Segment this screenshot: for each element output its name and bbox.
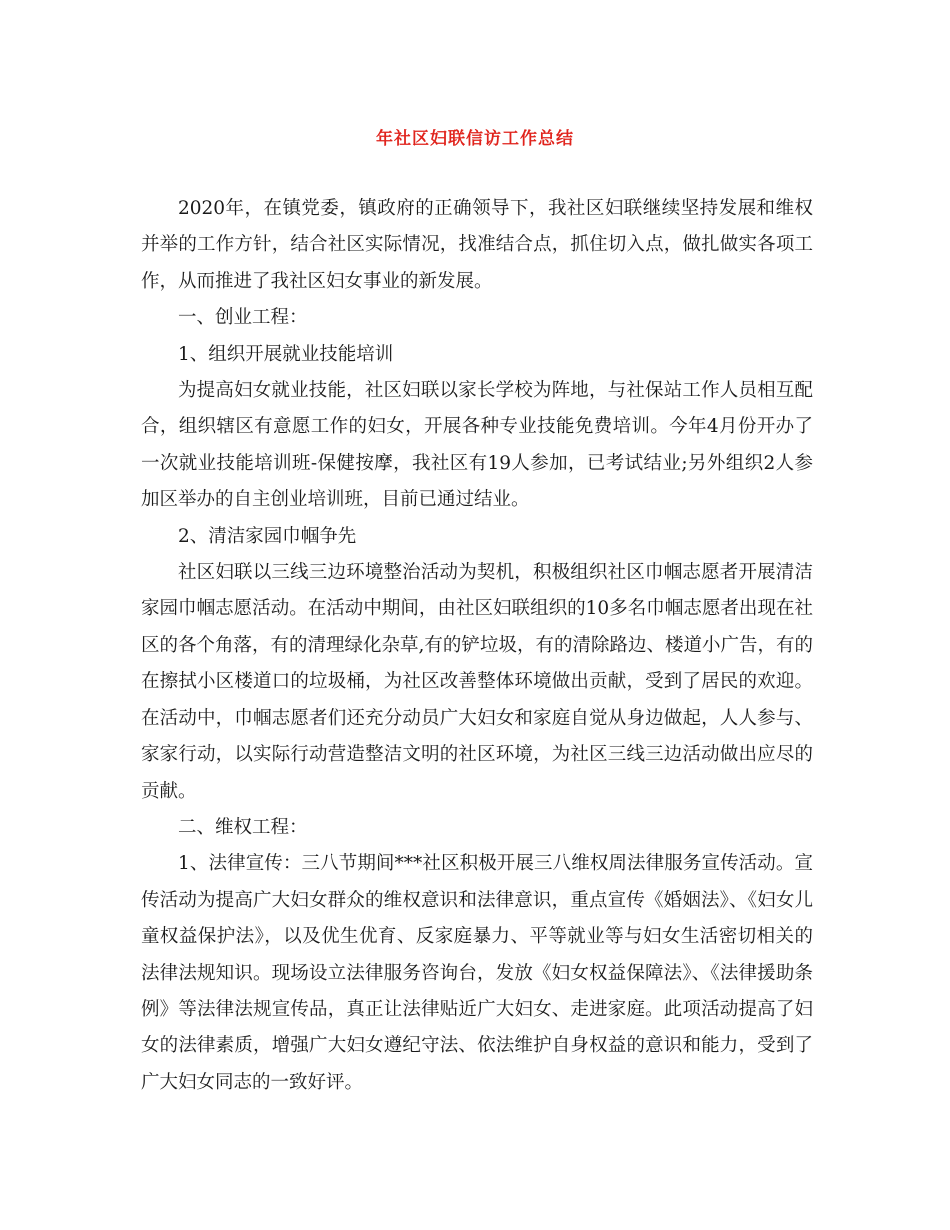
subheading-skills-training: 1、组织开展就业技能培训 — [178, 343, 394, 365]
paragraph-skills-training: 为提高妇女就业技能，社区妇联以家长学校为阵地，与社保站工作人员相互配合，组织辖区有意愿工作的妇女，开展各种专业技能免费培训。今年4月份开办了一次就业技能培训班-保健按摩，我社区有19人参加，已考试结业;另外组织2人参加区举办的自主创业培训班，目前已通过结业。 — [141, 380, 813, 511]
paragraph-legal-publicity: 1、法律宣传：三八节期间***社区积极开展三八维权周法律服务宣传活动。宣传活动为提高广大妇女群众的维权意识和法律意识，重点宣传《婚姻法》、《妇女儿童权益保护法》，以及优生优育、反家庭暴力、平等就业等与妇女生活密切相关的法律法规知识。现场设立法律服务咨询台，发放《妇女权益保障法》、《法律援助条例》等法律法规宣传品，真正让法律贴近广大妇女、走进家庭。此项活动提高了妇女的法律素质，增强广大妇女遵纪守法、依法维护自身权益的意识和能力，受到了广大妇女同志的一致好评。 — [141, 853, 813, 1093]
document-title: 年社区妇联信访工作总结 — [376, 129, 574, 149]
paragraph-clean-home: 社区妇联以三线三边环境整治活动为契机，积极组织社区巾帼志愿者开展清洁家园巾帼志愿活动。在活动中期间，由社区妇联组织的10多名巾帼志愿者出现在社区的各个角落，有的清理绿化杂草,有的铲垃圾，有的清除路边、楼道小广告，有的在擦拭小区楼道口的垃圾桶，为社区改善整体环境做出贡献，受到了居民的欢迎。在活动中，巾帼志愿者们还充分动员广大妇女和家庭自觉从身边做起，人人参与、家家行动，以实际行动营造整洁文明的社区环境，为社区三线三边活动做出应尽的贡献。 — [141, 562, 813, 802]
section-heading-entrepreneurship: 一、创业工程： — [178, 307, 308, 329]
subheading-clean-home: 2、清洁家园巾帼争先 — [178, 525, 357, 547]
intro-paragraph: 2020年，在镇党委，镇政府的正确领导下，我社区妇联继续坚持发展和维权并举的工作方针，结合社区实际情况，找准结合点，抓住切入点，做扎做实各项工作，从而推进了我社区妇女事业的新发展。 — [141, 198, 813, 292]
document-body — [141, 191, 813, 1101]
section-heading-rights: 二、维权工程： — [178, 816, 308, 838]
